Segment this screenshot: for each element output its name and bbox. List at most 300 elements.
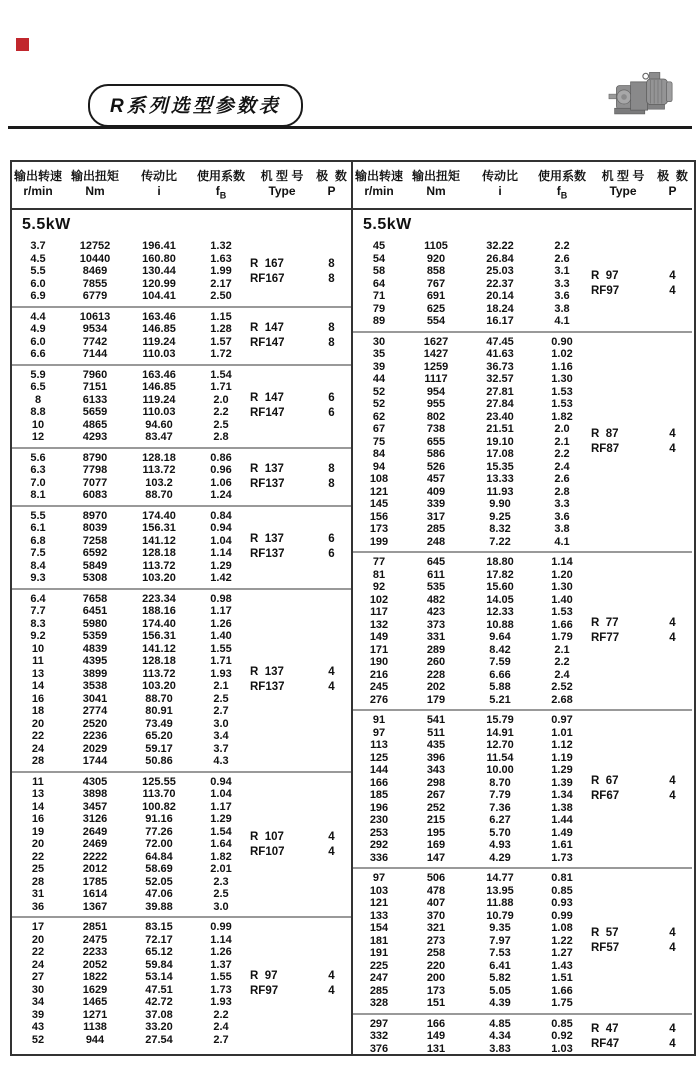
cell-output-speed: 276 — [369, 693, 389, 706]
cell-output-speed: 132 — [369, 618, 389, 631]
cell-output-speed: 7.7 — [30, 605, 46, 618]
type-label: RF147 — [250, 407, 285, 420]
column-header-unit: P — [668, 184, 677, 198]
table-row — [12, 572, 250, 585]
cell-output-speed: 5.6 — [30, 451, 46, 464]
cell-ratio: 5.05 — [489, 984, 511, 997]
cell-output-torque: 5659 — [82, 406, 108, 419]
cell-service-factor: 1.04 — [210, 788, 232, 801]
type-group-R47 — [353, 1013, 692, 1056]
type-label: RF137 — [250, 477, 285, 490]
cell-service-factor: 1.42 — [210, 572, 232, 585]
table-row — [353, 852, 591, 865]
table-row — [353, 290, 591, 303]
cell-service-factor: 1.53 — [551, 606, 573, 619]
cell-output-speed: 6.0 — [30, 277, 46, 290]
cell-output-torque: 7960 — [82, 368, 108, 381]
cell-ratio: 80.91 — [145, 705, 173, 718]
table-row — [12, 618, 250, 631]
cell-output-speed: 94 — [372, 460, 386, 473]
cell-ratio: 14.77 — [486, 872, 514, 885]
cell-output-torque: 220 — [426, 959, 446, 972]
cell-ratio: 8.32 — [489, 523, 511, 536]
cell-output-torque: 373 — [426, 618, 446, 631]
cell-output-speed: 17 — [31, 921, 45, 934]
cell-output-speed: 84 — [372, 448, 386, 461]
cell-service-factor: 3.0 — [213, 900, 229, 913]
cell-output-torque: 173 — [426, 984, 446, 997]
poles-cell — [655, 240, 690, 328]
table-row — [12, 394, 250, 407]
cell-service-factor: 1.30 — [551, 373, 573, 386]
table-row — [353, 960, 591, 973]
cell-output-torque: 215 — [426, 814, 446, 827]
cell-output-speed: 9.2 — [30, 630, 46, 643]
cell-ratio: 103.20 — [142, 572, 176, 585]
cell-output-torque: 258 — [426, 947, 446, 960]
table-row — [353, 885, 591, 898]
cell-ratio: 174.40 — [142, 509, 176, 522]
column-header-cn: 传动比 — [140, 169, 177, 183]
cell-ratio: 22.37 — [486, 277, 514, 290]
cell-output-speed: 173 — [369, 523, 389, 536]
table-half-left — [12, 162, 351, 1054]
cell-output-speed: 121 — [369, 485, 389, 498]
table-row — [12, 593, 250, 606]
type-cell — [591, 240, 655, 328]
cell-output-speed: 166 — [369, 776, 389, 789]
cell-output-speed: 154 — [369, 922, 389, 935]
cell-output-torque: 4305 — [82, 775, 108, 788]
type-label: R 147 — [250, 392, 284, 405]
cell-output-torque: 478 — [426, 884, 446, 897]
cell-service-factor: 2.17 — [210, 277, 232, 290]
poles-cell — [314, 776, 349, 914]
cell-output-torque: 7077 — [82, 476, 108, 489]
cell-ratio: 146.85 — [142, 323, 176, 336]
cell-output-speed: 117 — [370, 606, 388, 619]
column-header-cn: 传动比 — [481, 169, 518, 183]
table-row — [353, 985, 591, 998]
column-header-unit: r/min — [364, 184, 394, 198]
table-row — [12, 801, 250, 814]
poles-value: 8 — [328, 462, 335, 475]
cell-output-speed: 3.7 — [30, 240, 46, 253]
cell-output-torque: 166 — [426, 1017, 446, 1030]
cell-service-factor: 1.15 — [210, 310, 232, 323]
cell-output-torque: 2052 — [82, 958, 108, 971]
cell-output-speed: 9.3 — [30, 572, 46, 585]
cell-ratio: 27.84 — [486, 398, 514, 411]
cell-ratio: 3.83 — [489, 1042, 511, 1055]
cell-output-speed: 45 — [372, 240, 386, 253]
cell-output-speed: 75 — [372, 435, 386, 448]
cell-service-factor: 1.61 — [551, 839, 573, 852]
cell-service-factor: 3.7 — [213, 742, 229, 755]
poles-cell — [655, 556, 690, 706]
cell-output-torque: 267 — [426, 789, 446, 802]
cell-service-factor: 1.66 — [551, 618, 573, 631]
cell-output-speed: 196 — [369, 801, 389, 814]
cell-service-factor: 1.66 — [551, 984, 573, 997]
cell-output-speed: 43 — [31, 1021, 45, 1034]
cell-service-factor: 0.86 — [210, 451, 232, 464]
table-row — [12, 996, 250, 1009]
type-label: RF107 — [250, 845, 285, 858]
cell-output-speed: 77 — [372, 556, 386, 569]
cell-ratio: 8.70 — [489, 776, 511, 789]
type-group-R137 — [12, 505, 351, 588]
cell-ratio: 4.34 — [489, 1030, 511, 1043]
cell-service-factor: 1.04 — [210, 534, 232, 547]
cell-service-factor: 1.14 — [210, 933, 232, 946]
cell-service-factor: 1.53 — [551, 398, 573, 411]
cell-output-torque: 248 — [426, 535, 446, 548]
cell-ratio: 7.22 — [489, 535, 511, 548]
table-row — [353, 423, 591, 436]
cell-output-torque: 6133 — [82, 393, 108, 406]
cell-service-factor: 2.4 — [213, 1021, 229, 1034]
table-row — [12, 290, 250, 303]
group-rows — [12, 452, 250, 502]
cell-output-speed: 27 — [31, 971, 45, 984]
cell-ratio: 11.93 — [486, 485, 514, 498]
cell-output-torque: 8469 — [82, 265, 108, 278]
table-row — [353, 265, 591, 278]
type-label: RF47 — [591, 1037, 620, 1050]
cell-service-factor: 1.29 — [210, 559, 232, 572]
cell-ratio: 83.47 — [145, 431, 173, 444]
cell-output-torque: 339 — [426, 498, 446, 511]
table-row — [353, 739, 591, 752]
poles-value: 4 — [669, 775, 676, 788]
cell-output-speed: 97 — [372, 872, 386, 885]
cell-output-speed: 89 — [372, 315, 386, 328]
table-row — [12, 813, 250, 826]
cell-output-torque: 611 — [427, 568, 445, 581]
cell-output-speed: 64 — [372, 277, 386, 290]
type-group-R97 — [12, 916, 351, 1049]
cell-service-factor: 1.99 — [210, 265, 232, 278]
table-row — [12, 1009, 250, 1022]
cell-output-torque: 586 — [426, 448, 446, 461]
table-row — [353, 752, 591, 765]
cell-output-speed: 52 — [31, 1033, 45, 1046]
table-row — [12, 876, 250, 889]
table-row — [12, 278, 250, 291]
cell-ratio: 119.24 — [142, 393, 176, 406]
cell-service-factor: 2.8 — [213, 431, 229, 444]
cell-service-factor: 4.1 — [554, 315, 570, 328]
cell-service-factor: 3.6 — [554, 510, 570, 523]
column-header-cn: 机 型 号 — [601, 169, 645, 183]
cell-service-factor: 1.57 — [210, 335, 232, 348]
cell-output-speed: 245 — [369, 681, 389, 694]
cell-output-speed: 36 — [31, 900, 45, 913]
table-row — [12, 265, 250, 278]
table-row — [353, 348, 591, 361]
cell-service-factor: 2.4 — [554, 460, 570, 473]
table-row — [353, 486, 591, 499]
cell-ratio: 14.05 — [486, 593, 514, 606]
poles-cell — [655, 1018, 690, 1056]
column-header-unit: Type — [268, 184, 296, 198]
cell-service-factor: 1.51 — [551, 972, 573, 985]
table-row — [12, 776, 250, 789]
poles-value: 4 — [328, 830, 335, 843]
table-row — [353, 872, 591, 885]
cell-output-speed: 20 — [31, 717, 45, 730]
type-label: RF57 — [591, 942, 620, 955]
cell-ratio: 100.82 — [142, 800, 176, 813]
cell-service-factor: 1.29 — [210, 813, 232, 826]
poles-value: 4 — [669, 632, 676, 645]
cell-ratio: 65.12 — [145, 946, 173, 959]
table-row — [353, 714, 591, 727]
cell-ratio: 128.18 — [142, 655, 176, 668]
cell-output-torque: 1138 — [83, 1021, 107, 1034]
column-header-unit: i — [498, 184, 502, 198]
column-header-0 — [12, 168, 64, 203]
cell-output-speed: 54 — [372, 252, 386, 265]
cell-ratio: 7.79 — [489, 789, 511, 802]
table-row — [12, 605, 250, 618]
type-label: R 57 — [591, 927, 619, 940]
table-row — [353, 523, 591, 536]
cell-service-factor: 1.55 — [210, 971, 232, 984]
cell-output-speed: 6.0 — [30, 335, 46, 348]
table-row — [12, 489, 250, 502]
cell-service-factor: 1.26 — [210, 617, 232, 630]
cell-output-torque: 298 — [426, 776, 446, 789]
cell-output-torque: 511 — [427, 726, 445, 739]
cell-output-torque: 8970 — [82, 509, 108, 522]
table-row — [12, 901, 250, 914]
cell-output-speed: 24 — [31, 742, 45, 755]
table-row — [12, 452, 250, 465]
cell-output-torque: 5359 — [82, 630, 108, 643]
cell-service-factor: 1.39 — [551, 776, 573, 789]
table-row — [353, 656, 591, 669]
cell-service-factor: 1.64 — [210, 838, 232, 851]
cell-output-torque: 3898 — [82, 788, 108, 801]
cell-service-factor: 1.14 — [210, 547, 232, 560]
cell-service-factor: 2.0 — [213, 393, 229, 406]
table-row — [353, 240, 591, 253]
type-label: R 87 — [591, 428, 619, 441]
cell-output-speed: 92 — [372, 581, 386, 594]
cell-output-speed: 185 — [369, 789, 389, 802]
table-row — [353, 910, 591, 923]
table-row — [353, 461, 591, 474]
cell-output-torque: 2029 — [82, 742, 108, 755]
cell-ratio: 41.63 — [486, 348, 514, 361]
cell-output-speed: 7.0 — [30, 476, 46, 489]
cell-output-torque: 767 — [426, 277, 446, 290]
cell-service-factor: 3.3 — [554, 498, 570, 511]
cell-ratio: 6.66 — [489, 668, 511, 681]
cell-service-factor: 3.6 — [554, 290, 570, 303]
unit-subscript: B — [219, 190, 227, 201]
cell-output-speed: 30 — [31, 983, 45, 996]
cell-ratio: 36.73 — [486, 360, 514, 373]
cell-output-speed: 8.8 — [30, 406, 46, 419]
poles-value: 4 — [669, 617, 676, 630]
table-row — [12, 535, 250, 548]
group-rows — [353, 240, 591, 328]
cell-output-speed: 191 — [369, 947, 389, 960]
table-row — [12, 1021, 250, 1034]
cell-ratio: 7.97 — [489, 934, 511, 947]
cell-output-torque: 7798 — [82, 464, 108, 477]
cell-ratio: 47.45 — [486, 335, 514, 348]
table-row — [353, 1043, 591, 1056]
cell-service-factor: 0.96 — [210, 464, 232, 477]
poles-value: 4 — [669, 1037, 676, 1050]
cell-ratio: 39.88 — [145, 900, 173, 913]
column-header-0 — [353, 168, 405, 203]
type-cell — [250, 311, 314, 361]
type-cell — [591, 872, 655, 1010]
cell-service-factor: 1.40 — [551, 593, 573, 606]
type-label: RF147 — [250, 336, 285, 349]
cell-ratio: 27.54 — [145, 1033, 173, 1046]
cell-ratio: 9.90 — [489, 498, 511, 511]
poles-cell — [314, 240, 349, 303]
cell-ratio: 52.05 — [145, 875, 173, 888]
table-row — [353, 619, 591, 632]
cell-output-speed: 103 — [369, 884, 389, 897]
table-row — [353, 581, 591, 594]
type-label: R 137 — [250, 533, 284, 546]
cell-service-factor: 1.06 — [210, 476, 232, 489]
cell-output-speed: 144 — [369, 764, 389, 777]
cell-ratio: 14.91 — [486, 726, 514, 739]
table-row — [353, 511, 591, 524]
table-row — [353, 1018, 591, 1031]
table-row — [353, 694, 591, 707]
cell-ratio: 21.51 — [486, 423, 514, 436]
cell-output-torque: 1427 — [423, 348, 449, 361]
table-row — [12, 743, 250, 756]
cell-ratio: 88.70 — [145, 489, 173, 502]
type-label: R 167 — [250, 257, 284, 270]
type-label: R 97 — [591, 270, 619, 283]
cell-output-torque: 407 — [426, 897, 446, 910]
group-rows — [12, 240, 250, 303]
cell-ratio: 196.41 — [142, 240, 176, 253]
table-row — [12, 888, 250, 901]
table-row — [353, 935, 591, 948]
cell-service-factor: 2.2 — [213, 1008, 229, 1021]
cell-service-factor: 1.29 — [551, 764, 573, 777]
column-header-cn: 输出转速 — [13, 169, 62, 183]
cell-service-factor: 1.19 — [551, 751, 573, 764]
type-label: R 77 — [591, 617, 619, 630]
cell-output-torque: 12752 — [79, 240, 111, 253]
cell-service-factor: 1.63 — [210, 252, 232, 265]
cell-output-torque: 6083 — [82, 489, 108, 502]
table-row — [12, 381, 250, 394]
cell-service-factor: 1.01 — [551, 726, 573, 739]
cell-service-factor: 2.2 — [213, 406, 229, 419]
cell-ratio: 223.34 — [142, 592, 176, 605]
power-rating-label: 5.5kW — [363, 216, 412, 234]
table-row — [353, 997, 591, 1010]
cell-output-torque: 7855 — [82, 277, 108, 290]
cell-service-factor: 1.72 — [210, 348, 232, 361]
table-row — [12, 946, 250, 959]
poles-value: 4 — [669, 428, 676, 441]
column-header-5 — [655, 168, 690, 203]
table-row — [353, 789, 591, 802]
cell-service-factor: 1.37 — [210, 958, 232, 971]
group-rows — [12, 921, 250, 1046]
table-row — [353, 373, 591, 386]
cell-output-speed: 44 — [372, 373, 386, 386]
cell-output-torque: 554 — [426, 315, 446, 328]
cell-service-factor: 1.34 — [551, 789, 573, 802]
cell-output-torque: 8039 — [82, 522, 108, 535]
cell-output-speed: 113 — [370, 739, 388, 752]
cell-service-factor: 2.4 — [554, 668, 570, 681]
cell-service-factor: 1.40 — [210, 630, 232, 643]
poles-cell — [314, 452, 349, 502]
cell-service-factor: 0.99 — [551, 909, 573, 922]
cell-output-speed: 62 — [372, 410, 386, 423]
cell-output-speed: 11 — [32, 775, 44, 788]
cell-service-factor: 2.50 — [210, 290, 232, 303]
cell-ratio: 26.84 — [486, 252, 514, 265]
cell-output-torque: 2475 — [82, 933, 108, 946]
poles-value: 6 — [328, 548, 335, 561]
table-row — [353, 473, 591, 486]
cell-ratio: 5.82 — [489, 972, 511, 985]
type-cell — [591, 556, 655, 706]
cell-output-torque: 5849 — [82, 559, 108, 572]
cell-output-speed: 97 — [372, 726, 386, 739]
cell-output-speed: 145 — [369, 498, 389, 511]
cell-ratio: 188.16 — [142, 605, 176, 618]
cell-output-speed: 6.9 — [30, 290, 46, 303]
table-row — [12, 406, 250, 419]
red-corner-marker — [16, 38, 29, 51]
table-half-right — [351, 162, 692, 1054]
cell-output-torque: 321 — [426, 922, 446, 935]
cell-ratio: 12.70 — [486, 739, 514, 752]
cell-output-speed: 8.3 — [30, 617, 46, 630]
cell-ratio: 15.35 — [486, 460, 514, 473]
cell-output-speed: 39 — [372, 360, 386, 373]
type-cell — [250, 452, 314, 502]
table-row — [12, 971, 250, 984]
table-body — [12, 210, 351, 1054]
cell-output-torque: 151 — [426, 997, 446, 1010]
group-rows — [12, 369, 250, 444]
cell-output-speed: 292 — [369, 839, 389, 852]
type-group-R67 — [353, 709, 692, 867]
cell-service-factor: 2.2 — [554, 656, 570, 669]
cell-service-factor: 2.2 — [554, 240, 570, 253]
type-group-R107 — [12, 771, 351, 917]
cell-output-torque: 625 — [426, 302, 446, 315]
cell-ratio: 130.44 — [142, 265, 176, 278]
cell-ratio: 110.03 — [142, 348, 176, 361]
cell-service-factor: 1.03 — [551, 1042, 573, 1055]
cell-service-factor: 3.0 — [213, 717, 229, 730]
cell-ratio: 4.29 — [489, 851, 511, 864]
cell-output-speed: 199 — [369, 535, 389, 548]
